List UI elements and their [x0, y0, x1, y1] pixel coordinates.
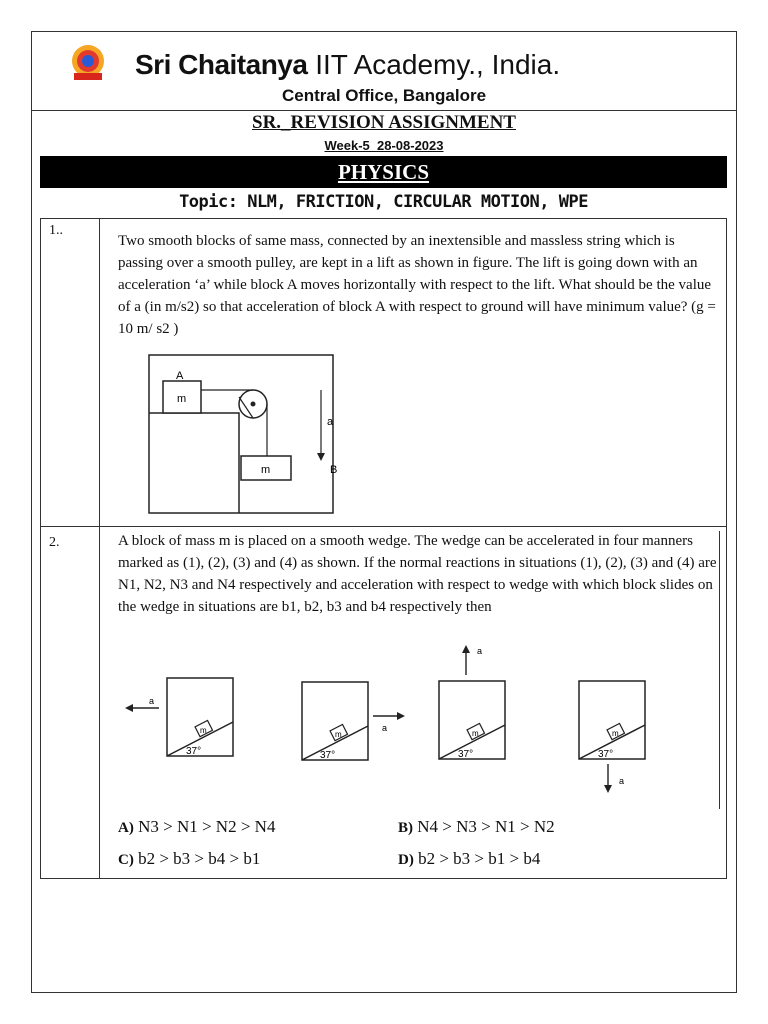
topic-line: Topic: NLM, FRICTION, CIRCULAR MOTION, WPE — [179, 192, 588, 212]
assignment-title: SR._REVISION ASSIGNMENT — [252, 112, 516, 133]
option-c: C) b2 > b3 > b4 > b1 — [118, 849, 261, 868]
accel-label: a — [619, 776, 625, 786]
mass-label: m — [335, 730, 342, 739]
subject-bar — [40, 156, 727, 188]
option-d-text: b2 > b3 > b1 > b4 — [418, 849, 541, 868]
question-1-number: 1.. — [49, 223, 63, 238]
brand-bold: Sri Chaitanya — [135, 49, 308, 80]
column-divider — [99, 219, 100, 878]
question-2-number: 2. — [49, 535, 60, 550]
brand-rest: IIT Academy., India. — [315, 49, 561, 80]
mass-label: m — [612, 729, 619, 738]
option-a: A) N3 > N1 > N2 > N4 — [118, 817, 276, 836]
academy-logo-icon — [68, 43, 108, 83]
angle-label: 37° — [598, 749, 614, 760]
wedge-case-2 — [302, 682, 405, 761]
brand-name — [135, 49, 560, 81]
question-2-figure — [121, 644, 681, 809]
option-a-text: N3 > N1 > N2 > N4 — [138, 817, 276, 836]
subject-title: PHYSICS — [337, 160, 430, 184]
accel-label: a — [382, 723, 388, 733]
option-b: B) N4 > N3 > N1 > N2 — [398, 817, 555, 836]
accel-label: a — [327, 416, 334, 428]
angle-label: 37° — [186, 746, 202, 757]
block-a-label: A — [176, 370, 184, 382]
right-edge-mark — [719, 531, 720, 809]
option-b-text: N4 > N3 > N1 > N2 — [417, 817, 555, 836]
mass-label: m — [200, 726, 207, 735]
angle-label: 37° — [320, 750, 336, 761]
pulley-axle — [251, 402, 256, 407]
accel-label: a — [477, 646, 483, 656]
mass-label: m — [472, 729, 479, 738]
question-table — [40, 218, 727, 879]
assignment-week: Week-5_28-08-2023 — [324, 138, 444, 153]
wedge-case-1 — [125, 678, 233, 757]
header — [31, 31, 737, 111]
accel-arrowhead — [317, 453, 325, 461]
pulley-support — [239, 397, 253, 418]
row-divider — [41, 526, 726, 527]
question-1-figure — [146, 352, 336, 517]
block-b-label: B — [330, 464, 338, 476]
lift-table — [149, 413, 239, 513]
block-b-mass: m — [261, 464, 271, 476]
option-c-text: b2 > b3 > b4 > b1 — [138, 849, 261, 868]
option-d: D) b2 > b3 > b1 > b4 — [398, 849, 541, 868]
wedge-case-4 — [579, 681, 645, 793]
question-2-text: A block of mass m is placed on a smooth wedge. The wedge can be accelerated in four manners marked as (1), (2), (3) and (4) as shown. If the normal reactions in situations (1), (2), (3) and (4) are N1, N2, N3 and N4 respectively and acceleration with respect to wedge with which block slides on the wedge in situations are b1, b2, b3 and b4 respectively then — [118, 533, 717, 615]
question-1-text: Two smooth blocks of same mass, connected by an inextensible and massless string which is passing over a smooth pulley, are kept in a lift as shown in figure. The lift is going down with an acceleration ‘a’ while block A moves horizontally with respect to the lift. What should be the value of a (in m/s2) so that acceleration of block A with respect to ground will have minimum value? (g = 10 m/ s2 ) — [118, 233, 716, 337]
wedge-case-3 — [439, 645, 505, 760]
angle-label: 37° — [458, 749, 474, 760]
block-a-mass: m — [177, 393, 187, 405]
office-location: Central Office, Bangalore — [281, 86, 487, 105]
accel-label: a — [149, 696, 155, 706]
